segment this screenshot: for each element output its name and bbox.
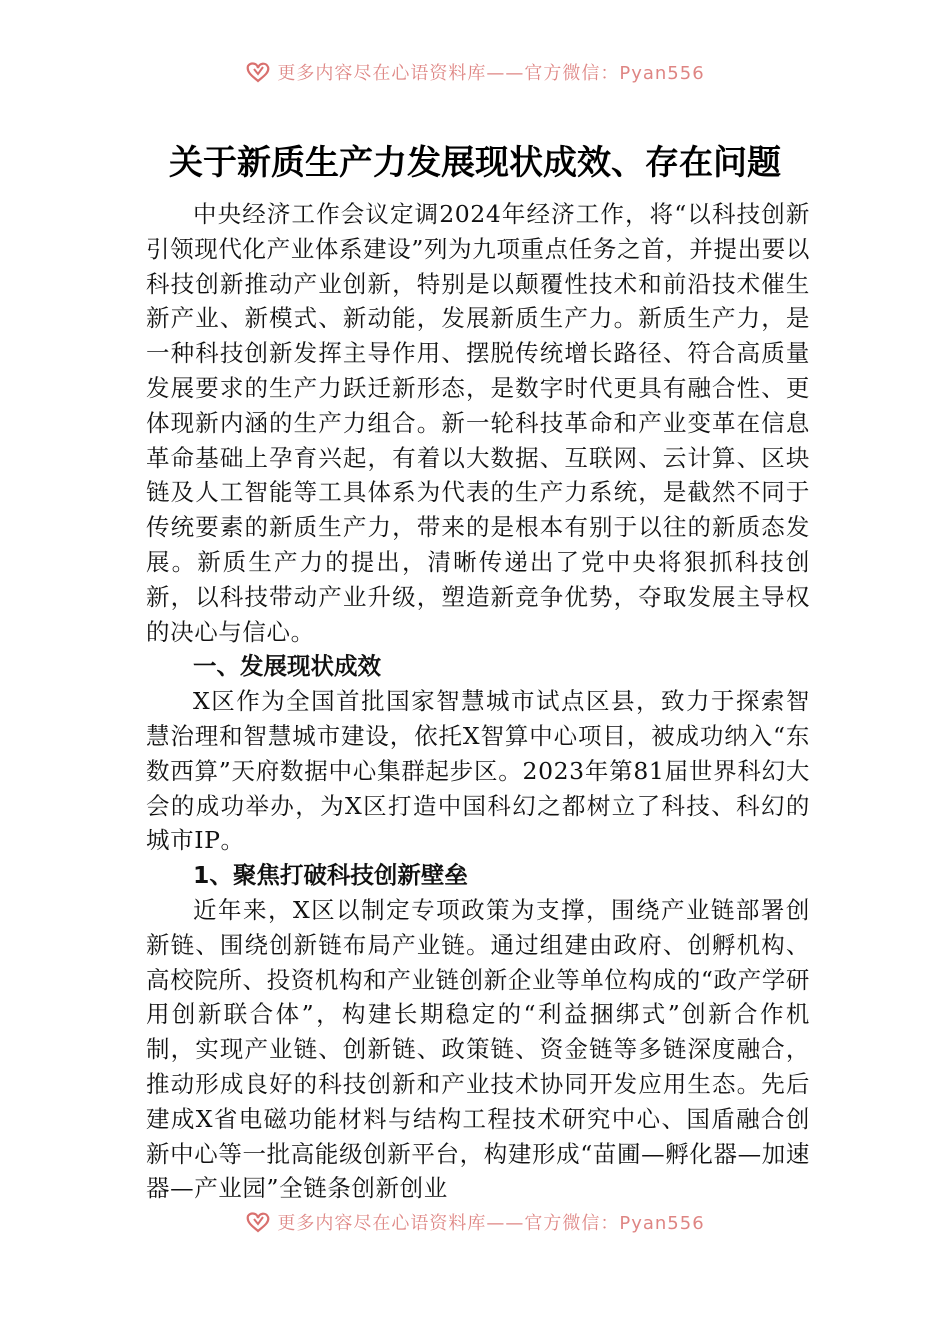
document-body [146, 197, 810, 1206]
watermark-text: 更多内容尽在心语资料库——官方微信：Pyan556 [277, 63, 705, 84]
watermark-text: 更多内容尽在心语资料库——官方微信：Pyan556 [277, 1213, 705, 1234]
watermark-logo-icon [245, 61, 271, 83]
watermark-logo-icon [245, 1211, 271, 1233]
section-paragraph: X区作为全国首批国家智慧城市试点区县，致力于探索智慧治理和智慧城市建设，依托X智算中心项目，被成功纳入“东数西算”天府数据中心集群起步区。2023年第81届世界科幻大会的成功举办，为X区打造中国科幻之都树立了科技、科幻的城市IP。 [146, 687, 810, 855]
watermark-header [0, 58, 950, 86]
section-heading: 一、发展现状成效 [193, 652, 381, 681]
subsection-paragraph: 近年来，X区以制定专项政策为支撑，围绕产业链部署创新链、围绕创新链布局产业链。通过组建由政府、创孵机构、高校院所、投资机构和产业链创新企业等单位构成的“政产学研用创新联合体”，构建长期稳定的“利益捆绑式”创新合作机制，实现产业链、创新链、政策链、资金链等多链深度融合，推动形成良好的科技创新和产业技术协同开发应用生态。先后建成X省电磁功能材料与结构工程技术研究中心、国盾融合创新中心等一批高能级创新平台，构建形成“苗圃—孵化器—加速器—产业园”全链条创新创业 [146, 895, 810, 1203]
page-title: 关于新质生产力发展现状成效、存在问题 [169, 143, 781, 183]
subsection-heading: 1、聚焦打破科技创新壁垒 [193, 861, 468, 890]
intro-paragraph: 中央经济工作会议定调2024年经济工作，将“以科技创新引领现代化产业体系建设”列为九项重点任务之首，并提出要以科技创新推动产业创新，特别是以颠覆性技术和前沿技术催生新产业、新模式、新动能，发展新质生产力。新质生产力，是一种科技创新发挥主导作用、摆脱传统增长路径、符合高质量发展要求的生产力跃迁新形态，是数字时代更具有融合性、更体现新内涵的生产力组合。新一轮科技革命和产业变革在信息革命基础上孕育兴起，有着以大数据、互联网、云计算、区块链及人工智能等工具体系为代表的生产力系统，是截然不同于传统要素的新质生产力，带来的是根本有别于以往的新质态发展。新质生产力的提出，清晰传递出了党中央将狠抓科技创新，以科技带动产业升级，塑造新竞争优势，夺取发展主导权的决心与信心。 [146, 200, 810, 646]
watermark-footer [0, 1208, 950, 1236]
